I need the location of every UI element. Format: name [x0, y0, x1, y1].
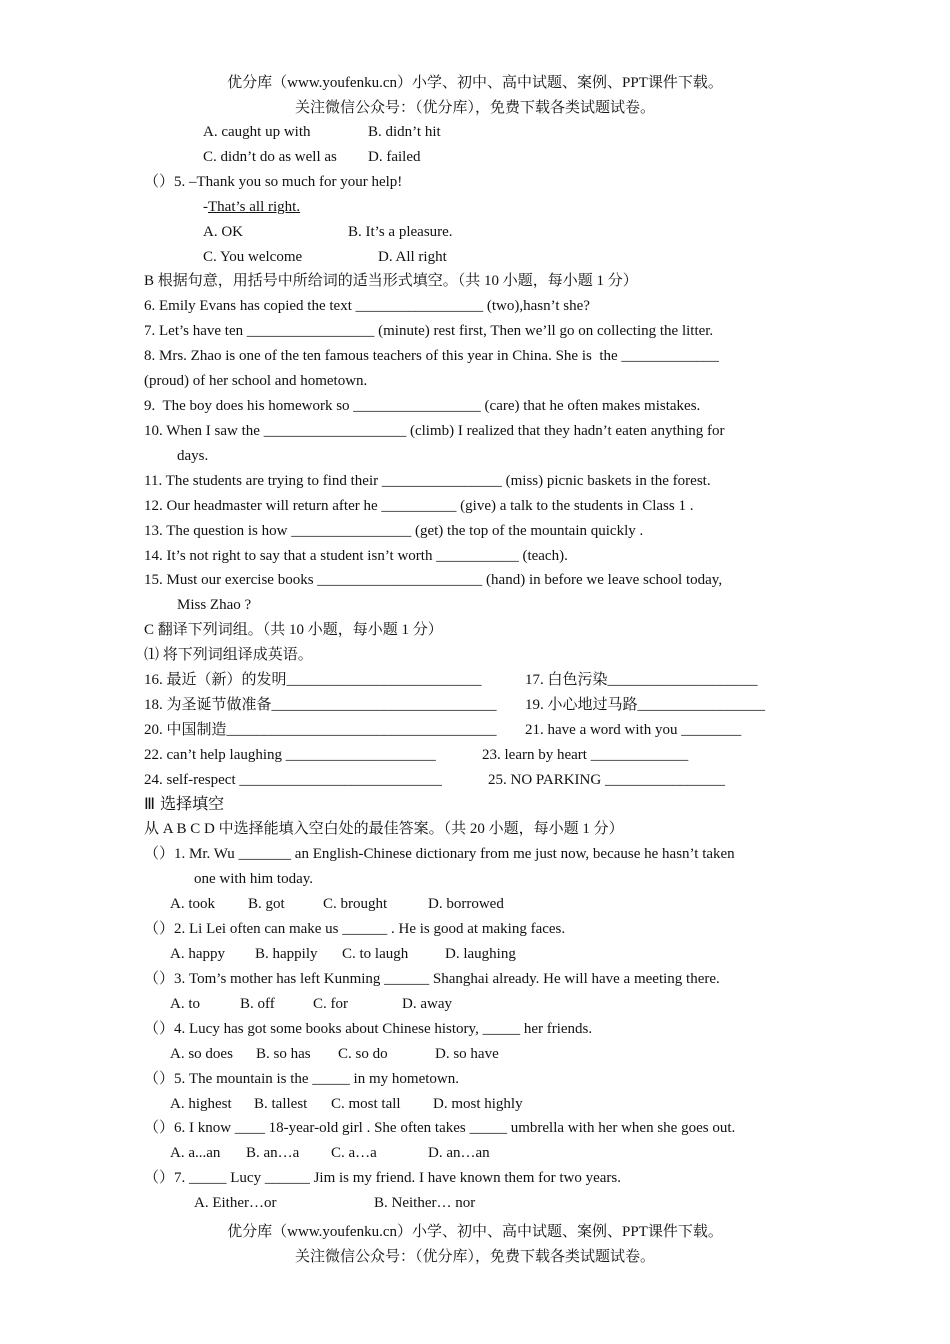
- q4-option-b: B. didn’t hit: [368, 124, 441, 140]
- s3-q3: （）3. Tom’s mother has left Kunming ______ Shanghai already. He will have a meeting there.: [144, 971, 720, 987]
- b-q6: 6. Emily Evans has copied the text _________________ (two),hasn’t she?: [144, 298, 590, 314]
- section-3-title: Ⅲ 选择填空: [144, 794, 225, 813]
- s3-q7-option-a: A. Either…or: [194, 1195, 277, 1211]
- c-q23: 23. learn by heart _____________: [482, 747, 689, 763]
- s3-q6-option-d: D. an…an: [428, 1145, 490, 1161]
- b-q10-line2: days.: [177, 448, 209, 464]
- s3-q5-option-c: C. most tall: [331, 1096, 401, 1112]
- s3-q3-option-a: A. to: [170, 996, 200, 1012]
- s3-q5: （）5. The mountain is the _____ in my hometown.: [144, 1071, 459, 1087]
- s3-q1-option-b: B. got: [248, 896, 285, 912]
- a-q5-option-a: A. OK: [203, 224, 243, 240]
- section-c-title: C 翻译下列词组。（共 10 小题，每小题 1 分）: [144, 622, 443, 638]
- a-q5-underlined-reply: That’s all right.: [208, 199, 301, 215]
- b-q14: 14. It’s not right to say that a student isn’t worth ___________ (teach).: [144, 548, 568, 564]
- c-q20: 20. 中国制造____________________________________: [144, 722, 497, 738]
- b-q13: 13. The question is how ________________ (get) the top of the mountain quickly .: [144, 523, 644, 539]
- b-q7: 7. Let’s have ten _________________ (minute) rest first, Then we’ll go on collecting the litter.: [144, 323, 714, 339]
- s3-q3-option-d: D. away: [402, 996, 452, 1012]
- footer-line-1: 优分库（www.youfenku.cn）小学、初中、高中试题、案例、PPT课件下载。: [227, 1224, 723, 1240]
- b-q12: 12. Our headmaster will return after he __________ (give) a talk to the students in Class 1 .: [144, 498, 694, 514]
- s3-q6-option-a: A. a...an: [170, 1145, 221, 1161]
- a-q5-reply: [203, 197, 300, 217]
- c-q18: 18. 为圣诞节做准备______________________________: [144, 697, 497, 713]
- header-line-2: 关注微信公众号：（优分库），免费下载各类试题试卷。: [294, 100, 655, 116]
- b-q11: 11. The students are trying to find their ________________ (miss) picnic baskets in the forest.: [144, 473, 711, 489]
- a-q5-option-c: C. You welcome: [203, 249, 303, 265]
- section-3-instructions: 从 A B C D 中选择能填入空白处的最佳答案。（共 20 小题，每小题 1 分）: [144, 821, 624, 837]
- c-q25: 25. NO PARKING ________________: [488, 772, 725, 788]
- s3-q1-option-c: C. brought: [323, 896, 388, 912]
- s3-q1-line2: one with him today.: [194, 871, 314, 887]
- c-q24: 24. self-respect ___________________________: [144, 772, 442, 788]
- s3-q4-option-d: D. so have: [435, 1046, 499, 1062]
- a-q5-option-b: B. It’s a pleasure.: [348, 224, 453, 240]
- s3-q5-option-b: B. tallest: [254, 1096, 308, 1112]
- s3-q6-option-b: B. an…a: [246, 1145, 300, 1161]
- s3-q2-option-a: A. happy: [170, 946, 225, 962]
- s3-q4-option-c: C. so do: [338, 1046, 388, 1062]
- s3-q6: （）6. I know ____ 18-year-old girl . She often takes _____ umbrella with her when she goes out.: [144, 1120, 736, 1136]
- footer-line-2: 关注微信公众号：（优分库），免费下载各类试题试卷。: [294, 1249, 655, 1265]
- b-q15-line1: 15. Must our exercise books ______________________ (hand) in before we leave school today,: [144, 572, 723, 588]
- c-q17: 17. 白色污染____________________: [525, 672, 758, 688]
- s3-q2-option-c: C. to laugh: [342, 946, 409, 962]
- s3-q1-option-d: D. borrowed: [428, 896, 504, 912]
- b-q8-line1: 8. Mrs. Zhao is one of the ten famous teachers of this year in China. She is the _____________: [144, 348, 719, 364]
- b-q10-line1: 10. When I saw the ___________________ (climb) I realized that they hadn’t eaten anything for: [144, 423, 725, 439]
- q4-option-c: C. didn’t do as well as: [203, 149, 337, 165]
- s3-q1-option-a: A. took: [170, 896, 215, 912]
- header-line-1: 优分库（www.youfenku.cn）小学、初中、高中试题、案例、PPT课件下载。: [227, 75, 723, 91]
- s3-q6-option-c: C. a…a: [331, 1145, 377, 1161]
- b-q8-line2: (proud) of her school and hometown.: [144, 373, 368, 389]
- s3-q4: （）4. Lucy has got some books about Chinese history, _____ her friends.: [144, 1021, 593, 1037]
- s3-q3-option-b: B. off: [240, 996, 275, 1012]
- s3-q4-option-b: B. so has: [256, 1046, 311, 1062]
- s3-q7: （）7. _____ Lucy ______ Jim is my friend. I have known them for two years.: [144, 1170, 622, 1186]
- b-q9: 9. The boy does his homework so _________________ (care) that he often makes mistakes.: [144, 398, 701, 414]
- s3-q5-option-a: A. highest: [170, 1096, 232, 1112]
- s3-q2: （）2. Li Lei often can make us ______ . He is good at making faces.: [144, 921, 566, 937]
- a-q5-stem: （）5. –Thank you so much for your help!: [144, 174, 403, 190]
- s3-q1-line1: （）1. Mr. Wu _______ an English-Chinese dictionary from me just now, because he hasn’t taken: [144, 846, 735, 862]
- c-q16: 16. 最近（新）的发明__________________________: [144, 672, 482, 688]
- b-q15-line2: Miss Zhao ?: [177, 597, 252, 613]
- s3-q2-option-b: B. happily: [255, 946, 318, 962]
- c-q19: 19. 小心地过马路_________________: [525, 697, 766, 713]
- s3-q2-option-d: D. laughing: [445, 946, 516, 962]
- q4-option-d: D. failed: [368, 149, 421, 165]
- section-c-subtitle: ⑴ 将下列词组译成英语。: [144, 647, 313, 663]
- a-q5-option-d: D. All right: [378, 249, 447, 265]
- a-q5-dash: -: [203, 199, 208, 215]
- c-q21: 21. have a word with you ________: [525, 722, 742, 738]
- s3-q7-option-b: B. Neither… nor: [374, 1195, 476, 1211]
- q4-option-a: A. caught up with: [203, 124, 311, 140]
- s3-q4-option-a: A. so does: [170, 1046, 233, 1062]
- c-q22: 22. can’t help laughing ____________________: [144, 747, 436, 763]
- s3-q5-option-d: D. most highly: [433, 1096, 523, 1112]
- s3-q3-option-c: C. for: [313, 996, 348, 1012]
- section-b-title: B 根据句意，用括号中所给词的适当形式填空。（共 10 小题，每小题 1 分）: [144, 273, 638, 289]
